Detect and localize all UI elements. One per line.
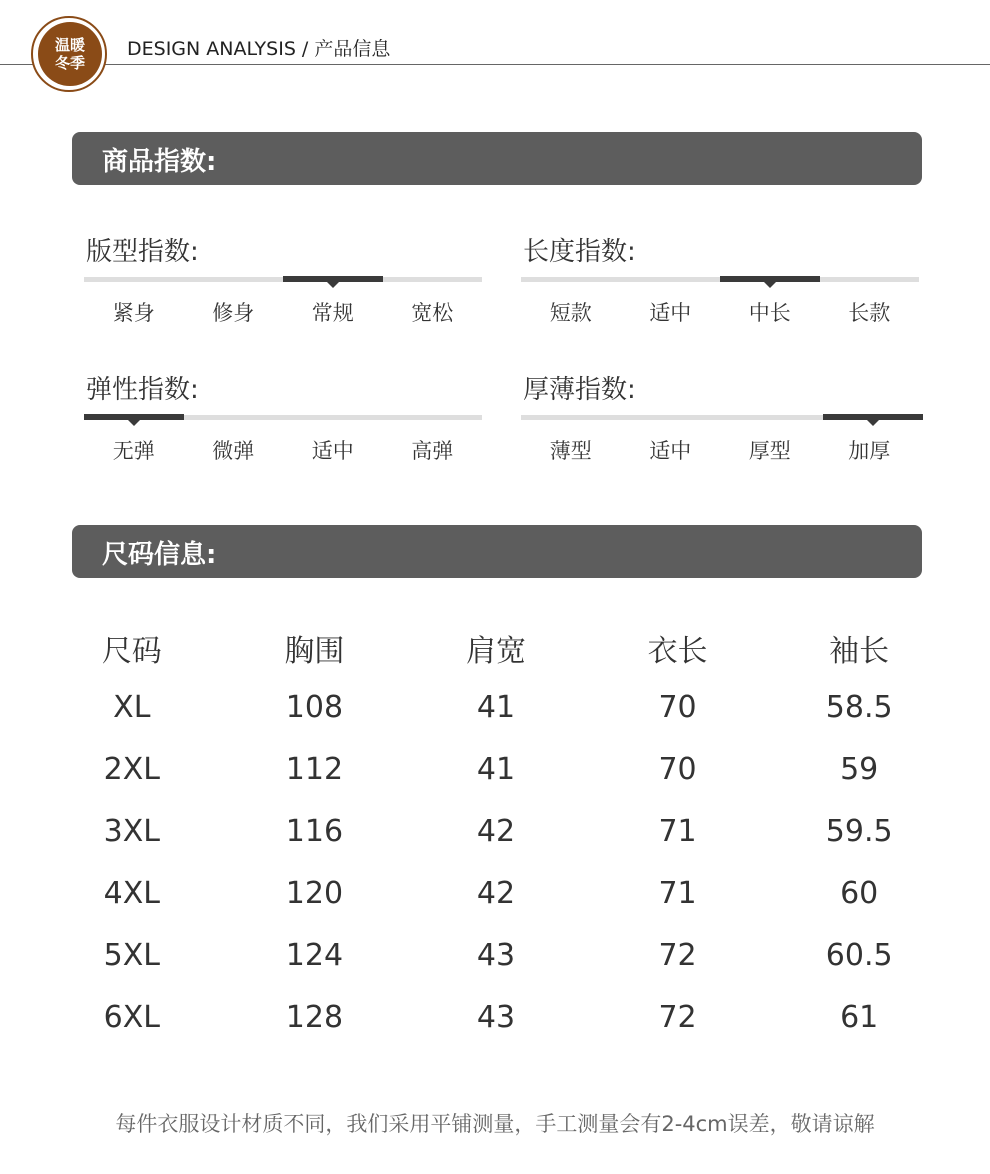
index-elasticity-title: 弹性指数: xyxy=(86,375,199,405)
season-badge xyxy=(38,22,102,86)
index-fit-options xyxy=(84,297,482,327)
index-length-selected-marker xyxy=(720,276,820,282)
table-cell: 128 xyxy=(285,999,344,1035)
table-row xyxy=(40,676,950,738)
size-table-header-length: 衣长 xyxy=(647,634,708,669)
size-table-header-shoulder: 肩宽 xyxy=(465,634,526,669)
section-title-product-index: 商品指数: xyxy=(102,147,217,177)
table-row xyxy=(40,738,950,800)
size-table-header-size: 尺码 xyxy=(101,634,162,669)
index-elasticity-selected-marker xyxy=(84,414,184,420)
index-elasticity-option: 无弹 xyxy=(112,439,155,463)
index-length-option: 中长 xyxy=(748,301,791,325)
table-row xyxy=(40,986,950,1048)
table-cell: 120 xyxy=(285,875,344,911)
index-length-option: 适中 xyxy=(649,301,692,325)
table-cell: 116 xyxy=(285,813,344,849)
index-elasticity-option: 微弹 xyxy=(212,439,255,463)
index-thickness-track xyxy=(521,415,923,420)
index-thickness-option: 适中 xyxy=(649,439,692,463)
index-fit-title: 版型指数: xyxy=(86,237,199,267)
size-table xyxy=(40,620,950,1048)
table-cell: 72 xyxy=(658,999,697,1035)
index-fit-option: 紧身 xyxy=(112,301,155,325)
table-row xyxy=(40,924,950,986)
index-thickness-option: 厚型 xyxy=(748,439,791,463)
size-table-header-chest: 胸围 xyxy=(284,634,345,669)
header-divider xyxy=(0,64,990,65)
table-cell: 72 xyxy=(658,937,697,973)
table-cell: 58.5 xyxy=(825,689,893,725)
index-elasticity-track xyxy=(84,415,482,420)
index-fit-track xyxy=(84,277,482,282)
table-cell: 59.5 xyxy=(825,813,893,849)
section-bar-size-info xyxy=(72,525,922,578)
table-row xyxy=(40,862,950,924)
size-table-header-row xyxy=(40,620,950,676)
table-cell: 5XL xyxy=(103,937,160,973)
table-cell: 71 xyxy=(658,875,697,911)
index-elasticity-option: 适中 xyxy=(311,439,354,463)
badge-line-1: 温暖 xyxy=(54,36,85,54)
index-fit-selected-marker xyxy=(283,276,383,282)
index-thickness-title: 厚薄指数: xyxy=(523,375,636,405)
section-title-size-info: 尺码信息: xyxy=(102,540,217,570)
table-cell: 43 xyxy=(476,937,516,973)
index-length-track xyxy=(521,277,919,282)
index-thickness-options xyxy=(521,435,919,465)
table-cell: 4XL xyxy=(103,875,160,911)
table-cell: 124 xyxy=(285,937,344,973)
measurement-note: 每件衣服设计材质不同，我们采用平铺测量，手工测量会有2-4cm误差，敬请谅解 xyxy=(115,1112,875,1136)
table-cell: XL xyxy=(113,689,151,725)
table-cell: 61 xyxy=(840,999,879,1035)
table-cell: 6XL xyxy=(103,999,160,1035)
table-cell: 60.5 xyxy=(825,937,893,973)
index-length-title: 长度指数: xyxy=(523,237,636,267)
index-elasticity-option: 高弹 xyxy=(411,439,454,463)
table-cell: 43 xyxy=(476,999,516,1035)
table-cell: 2XL xyxy=(103,751,160,787)
badge-line-2: 冬季 xyxy=(54,54,85,72)
table-cell: 41 xyxy=(476,689,516,725)
index-length-options xyxy=(521,297,919,327)
table-cell: 71 xyxy=(658,813,697,849)
index-elasticity-options xyxy=(84,435,482,465)
index-fit-option: 常规 xyxy=(311,301,354,325)
table-cell: 41 xyxy=(476,751,516,787)
index-thickness-selected-marker xyxy=(823,414,924,420)
table-cell: 70 xyxy=(658,689,697,725)
index-length-option: 长款 xyxy=(848,301,891,325)
table-cell: 60 xyxy=(840,875,879,911)
table-cell: 70 xyxy=(658,751,697,787)
table-cell: 42 xyxy=(476,813,516,849)
section-bar-product-index xyxy=(72,132,922,185)
size-table-header-sleeve: 袖长 xyxy=(829,634,890,669)
index-fit-option: 修身 xyxy=(212,301,255,325)
table-row xyxy=(40,800,950,862)
table-cell: 59 xyxy=(840,751,879,787)
index-length-option: 短款 xyxy=(549,301,592,325)
index-fit-option: 宽松 xyxy=(411,301,454,325)
page-title: DESIGN ANALYSIS / 产品信息 xyxy=(127,38,391,60)
table-cell: 112 xyxy=(285,751,344,787)
index-thickness-option: 薄型 xyxy=(549,439,592,463)
index-thickness-option: 加厚 xyxy=(848,439,891,463)
table-cell: 108 xyxy=(285,689,344,725)
table-cell: 3XL xyxy=(103,813,160,849)
table-cell: 42 xyxy=(476,875,516,911)
